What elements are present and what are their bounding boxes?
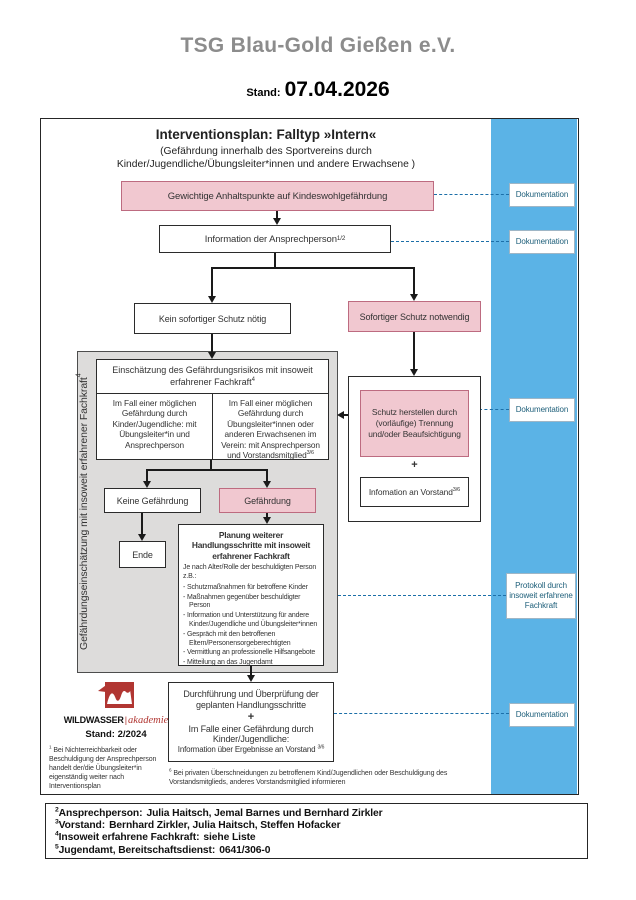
assessment-case-left: Im Fall einer möglichen Gefährdung durch Kinder/Jugendliche: mit Übungsleiter*in und Ansprechperson bbox=[97, 394, 213, 459]
stand-date: 07.04.2026 bbox=[284, 78, 390, 101]
contact-row-vorstand: $^3$Vorstand: Bernhard Zirkler, Julia Haitsch, Steffen Hofacker bbox=[55, 818, 341, 832]
footnote-1: $^1$ Bei Nichterreichbarkeit oder Beschuldigung der Ansprechperson handelt der/die Übungsleiter*in eigenständig weiter nach Interventionsplan bbox=[49, 744, 157, 790]
wildwasser-logo-text: WILDWASSER|akademie bbox=[63, 715, 169, 726]
assessment-table bbox=[96, 359, 329, 460]
box-schutz-container bbox=[348, 376, 481, 522]
planung-bullet: - Vermittlung an professionelle Hilfsangebote bbox=[183, 649, 316, 657]
wildwasser-logo-icon bbox=[97, 681, 135, 709]
planung-bullet: - Maßnahmen gegenüber beschuldigter Person bbox=[183, 593, 301, 610]
box-schutz-herstellen: Schutz herstellen durch (vorläufige) Trennung und/oder Beaufsichtigung bbox=[360, 390, 469, 457]
arrow-down-icon bbox=[263, 517, 271, 524]
box-gefaehrdung: Gefährdung bbox=[219, 488, 316, 513]
contact-row-fachkraft: $^4$Insoweit erfahrene Fachkraft: siehe Liste bbox=[55, 830, 256, 844]
arrow-down-icon bbox=[208, 352, 216, 359]
plus-sign: + bbox=[247, 710, 255, 723]
arrow-left-icon bbox=[337, 411, 344, 419]
stand-row bbox=[0, 78, 636, 102]
flow-line bbox=[413, 332, 415, 369]
flow-line bbox=[141, 513, 143, 534]
dokumentation-box-1: Dokumentation bbox=[509, 183, 575, 207]
arrow-down-icon bbox=[263, 481, 271, 488]
documentation-column bbox=[491, 119, 577, 794]
dokumentation-box-4: Dokumentation bbox=[509, 703, 575, 727]
dokumentation-box-2: Dokumentation bbox=[509, 230, 575, 254]
box-keine-gefaehrdung: Keine Gefährdung bbox=[104, 488, 201, 513]
arrow-down-icon bbox=[273, 218, 281, 225]
flow-line bbox=[146, 469, 148, 481]
assessment-table-header: Einschätzung des Gefährdungsrisikos mit insoweit erfahrener Fachkraft$^4$ bbox=[97, 360, 328, 394]
dashed-link bbox=[434, 194, 509, 195]
diagram-title: Interventionsplan: Falltyp »Intern« bbox=[155, 127, 377, 142]
arrow-down-icon bbox=[138, 534, 146, 541]
durchfuehrung-line1: Durchführung und Überprüfung der geplanten Handlungsschritte bbox=[183, 688, 319, 710]
planung-intro: Je nach Alter/Rolle der beschuldigten Person z.B.: bbox=[183, 564, 317, 581]
flow-line bbox=[274, 253, 276, 268]
diagram-subtitle-line2: Kinder/Jugendliche/Übungsleiter*innen und andere Erwachsene ) bbox=[116, 159, 416, 170]
planung-bullet: - Information und Unterstützung für andere Kinder/Jugendliche und Übungsleiter*innen bbox=[183, 612, 318, 628]
planung-title: Planung weiterer Handlungsschritte mit insoweit erfahrener Fachkraft bbox=[191, 530, 311, 561]
flow-line bbox=[211, 267, 415, 269]
box-kein-sofortiger-schutz: Kein sofortiger Schutz nötig bbox=[134, 303, 291, 334]
contact-row-ansprechperson: $^2$Ansprechperson: Julia Haitsch, Jemal Barnes und Bernhard Zirkler bbox=[55, 806, 383, 819]
footnote-6: $^6$ Bei privaten Überschneidungen zu betroffenem Kind/Jugendlichen oder Beschuldigung des Vorstandsmitglieds, anderes Vorstandsmitglied informieren bbox=[169, 767, 448, 786]
flow-line bbox=[146, 469, 268, 471]
box-ende: Ende bbox=[119, 541, 166, 568]
stand-label: Stand: bbox=[246, 87, 281, 99]
assessment-case-right: Im Fall einer möglichen Gefährdung durch Übungsleiter*innen oder anderen Erwachsenen im Verein: mit Ansprechperson und Vorstandsmitglied$^{3/6}$ bbox=[221, 398, 320, 461]
flow-line bbox=[266, 469, 268, 481]
diagram-subtitle-line1: (Gefährdung innerhalb des Sportvereins durch bbox=[160, 146, 372, 157]
arrow-down-icon bbox=[208, 296, 216, 303]
assessment-table-columns bbox=[97, 394, 328, 459]
durchfuehrung-line2: Im Falle einer Gefährdung durch Kinder/Jugendliche: bbox=[188, 723, 314, 745]
planung-bullet: - Mitteilung an das Jugendamt bbox=[183, 659, 273, 667]
wildwasser-logo bbox=[63, 681, 169, 740]
planung-bullet: - Schutzmaßnahmen für betroffene Kinder bbox=[183, 583, 308, 591]
dashed-link bbox=[338, 595, 506, 596]
box-durchfuehrung bbox=[168, 682, 334, 762]
contacts-box bbox=[45, 803, 588, 859]
arrow-down-icon bbox=[410, 294, 418, 301]
contact-row-jugendamt: $^5$Jugendamt, Bereitschaftsdienst: 0641/306-0 bbox=[55, 843, 271, 856]
flow-line bbox=[413, 267, 415, 294]
box-information-ansprechperson: Information der Ansprechperson 1/2 bbox=[159, 225, 391, 253]
diagram-subtitle bbox=[41, 145, 491, 171]
assessment-vertical-label: Gefährdungseinschätzung mit insoweit erfahrener Fachkraft$^4$ bbox=[75, 373, 90, 651]
flow-line bbox=[211, 334, 213, 352]
dashed-link bbox=[334, 713, 509, 714]
dashed-link bbox=[479, 409, 509, 410]
diagram-frame bbox=[40, 118, 579, 795]
arrow-down-icon bbox=[410, 369, 418, 376]
org-title: TSG Blau-Gold Gießen e.V. bbox=[180, 34, 456, 57]
dokumentation-box-3: Dokumentation bbox=[509, 398, 575, 422]
plus-sign: + bbox=[411, 459, 418, 471]
flow-line bbox=[211, 267, 213, 296]
arrow-down-icon bbox=[143, 481, 151, 488]
box-sofortiger-schutz: Sofortiger Schutz notwendig bbox=[348, 301, 481, 332]
box-anhaltspunkte: Gewichtige Anhaltspunkte auf Kindeswohlgefährdung bbox=[121, 181, 434, 211]
planung-bullet: - Gespräch mit den betroffenen Eltern/Personensorgeberechtigten bbox=[183, 630, 291, 647]
durchfuehrung-line3: Information über Ergebnisse an Vorstand $^{3/6}$ bbox=[177, 744, 325, 755]
protokoll-box: Protokoll durch insoweit erfahrene Fachkraft bbox=[506, 573, 576, 619]
arrow-down-icon bbox=[247, 675, 255, 682]
dashed-link bbox=[391, 241, 509, 242]
box-information-vorstand: Infomation an Vorstand$^{3/6}$ bbox=[360, 477, 469, 507]
box-planung bbox=[178, 524, 324, 666]
logo-stand: Stand: 2/2024 bbox=[85, 729, 147, 740]
